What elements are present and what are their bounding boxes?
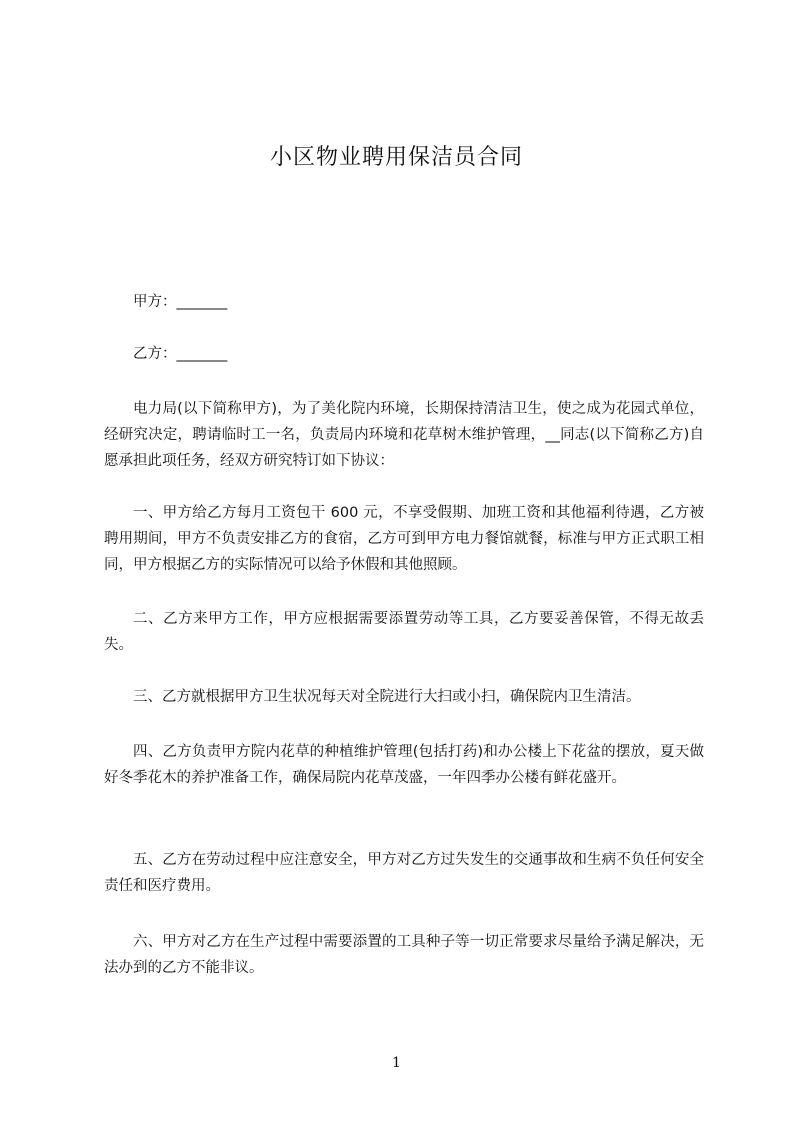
clause-6-block (104, 929, 704, 981)
intro-block (104, 396, 704, 474)
party-a: 甲方：_______ (133, 294, 228, 310)
clause-paragraph: 四、乙方负责甲方院内花草的种植维护管理(包括打药)和办公楼上下花盆的摆放，夏天做好冬季花木的养护准备工作，确保局院内花草茂盛，一年四季办公楼有鲜花盛开。 (104, 744, 704, 786)
clause-paragraph: 二、乙方来甲方工作，甲方应根据需要添置劳动等工具，乙方要妥善保管，不得无故丢失。 (104, 611, 704, 653)
clause-paragraph: 六、甲方对乙方在生产过程中需要添置的工具种子等一切正常要求尽量给予满足解决，无法办到的乙方不能非议。 (104, 934, 704, 976)
clause-paragraph: 一、甲方给乙方每月工资包干 600 元，不享受假期、加班工资和其他福利待遇，乙方被聘用期间，甲方不负责安排乙方的食宿，乙方可到甲方电力餐馆就餐，标准与甲方正式职工相同，甲方根据乙方的实际情况可以给予休假和其他照顾。 (104, 505, 704, 573)
clause-4-block (104, 739, 704, 791)
clause-paragraph: 五、乙方在劳动过程中应注意安全，甲方对乙方过失发生的交通事故和生病不负任何安全责任和医疗费用。 (104, 852, 704, 894)
party-a-line (104, 289, 704, 315)
clause-1-block (104, 500, 704, 578)
document-title: 小区物业聘用保洁员合同 (269, 145, 523, 170)
page-number: 1 (392, 1055, 401, 1071)
intro-paragraph: 电力局(以下简称甲方)，为了美化院内环境，长期保持清洁卫生，使之成为花园式单位，经研究决定，聘请临时工一名，负责局内环境和花草树木维护管理，__同志(以下简称乙方)自愿承担此项任务，经双方研究特订如下协议： (104, 401, 704, 469)
clause-paragraph: 三、乙方就根据甲方卫生状况每天对全院进行大扫或小扫，确保院内卫生清洁。 (133, 689, 641, 705)
party-b-line (104, 341, 704, 367)
clause-5-block (104, 847, 704, 899)
clause-2-block (104, 606, 704, 658)
party-b: 乙方：_______ (133, 346, 228, 362)
clause-3-block (104, 684, 704, 710)
